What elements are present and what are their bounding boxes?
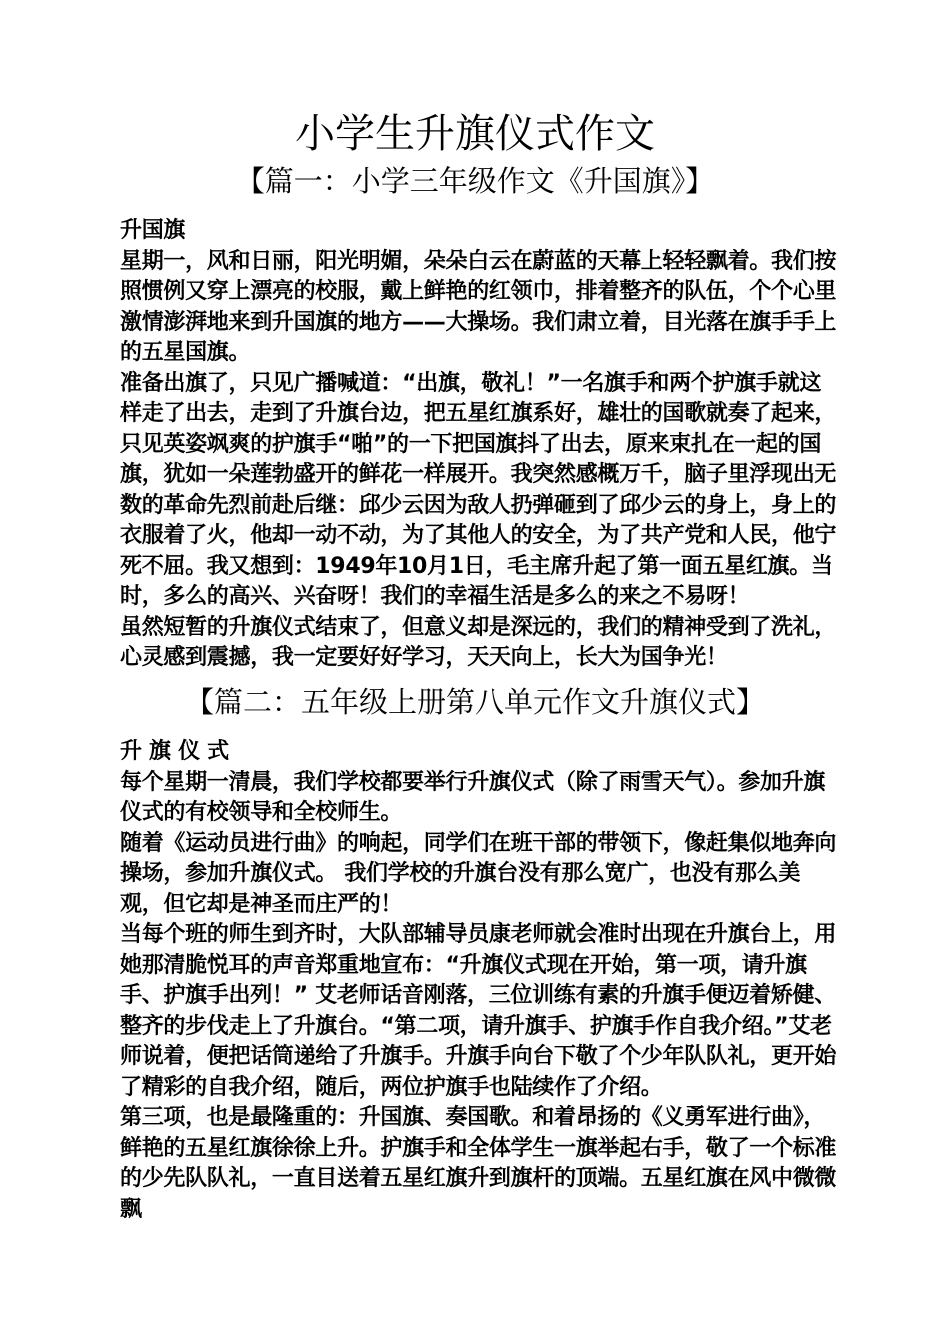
section-1-body bbox=[114, 216, 842, 674]
section-1-paragraph: 星期一，风和日丽，阳光明媚，朵朵白云在蔚蓝的天幕上轻轻飘着。我们按照惯例又穿上漂亮的校服，戴上鲜艳的红领巾，排着整齐的队伍，个个心里激情澎湃地来到升国旗的地方——大操场。我们肃立着，目光落在旗手手上的五星国旗。 bbox=[120, 248, 837, 365]
section-2-paragraph: 第三项，也是最隆重的：升国旗、奏国歌。和着昂扬的《义勇军进行曲》，鲜艳的五星红旗徐徐上升。护旗手和全体学生一旗举起右手，敬了一个标准的少先队队礼，一直目送着五星红旗升到旗杆的顶端。五星红旗在风中微微飘 bbox=[120, 1105, 837, 1222]
document-title: 小学生升旗仪式作文 bbox=[295, 111, 655, 157]
section-2-heading: 【篇二：五年级上册第八单元作文升旗仪式】 bbox=[184, 685, 765, 719]
section-2-body bbox=[114, 737, 842, 1225]
section-1-heading: 【篇一：小学三年级作文《升国旗》】 bbox=[235, 164, 715, 198]
section-1-subtitle: 升国旗 bbox=[120, 218, 186, 243]
section-2-subtitle: 升 旗 仪 式 bbox=[120, 739, 229, 764]
section-2-paragraph: 每个星期一清晨，我们学校都要举行升旗仪式（除了雨雪天气）。参加升旗仪式的有校领导和全校师生。 bbox=[120, 769, 826, 825]
section-2-paragraph: 当每个班的师生到齐时，大队部辅导员康老师就会准时出现在升旗台上，用她那清脆悦耳的声音郑重地宣布：“升旗仪式现在开始，第一项，请升旗手、护旗手出列！” 艾老师话音刚落，三位训练有素的升旗手便迈着矫健、整齐的步伐走上了升旗台。“第二项，请升旗手、护旗手作自我介绍。”艾老师说着，便把话筒递给了升旗手。升旗手向台下敬了个少年队队礼，更开始了精彩的自我介绍，随后，两位护旗手也陆续作了介绍。 bbox=[120, 922, 837, 1100]
section-1-paragraph: 准备出旗了，只见广播喊道：“出旗，敬礼！”一名旗手和两个护旗手就这样走了出去，走到了升旗台边，把五星红旗系好，雄壮的国歌就奏了起来，只见英姿飒爽的护旗手“啪”的一下把国旗抖了出去，原来束扎在一起的国旗，犹如一朵莲勃盛开的鲜花一样展开。我突然感概万千，脑子里浮现出无数的革命先烈前赴后继：邱少云因为敌人扔弹砸到了邱少云的身上，身上的衣服着了火，他却一动不动，为了其他人的安全，为了共产党和人民，他宁死不屈。我又想到：1949年10月1日，毛主席升起了第一面五星红旗。当时，多么的高兴、兴奋呀！我们的幸福生活是多么的来之不易呀！ bbox=[120, 370, 837, 609]
section-2-paragraph: 随着《运动员进行曲》的响起，同学们在班干部的带领下，像赶集似地奔向操场，参加升旗仪式。 我们学校的升旗台没有那么宽广，也没有那么美观，但它却是神圣而庄严的！ bbox=[120, 830, 837, 917]
section-1-paragraph: 虽然短暂的升旗仪式结束了，但意义却是深远的，我们的精神受到了洗礼，心灵感到震撼，我一定要好好学习，天天向上，长大为国争光！ bbox=[120, 614, 837, 670]
